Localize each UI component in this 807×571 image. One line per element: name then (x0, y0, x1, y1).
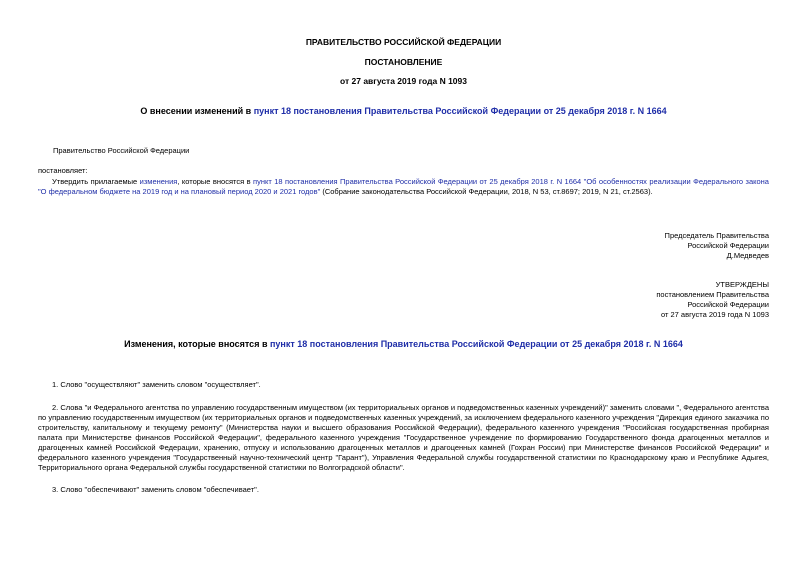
changes-title (0, 339, 807, 350)
title-prefix: О внесении изменений в (140, 106, 254, 116)
title-link[interactable]: пункт 18 постановления Правительства Российской Федерации от 25 декабря 2018 г. N 1664 (253, 106, 667, 116)
doc-type-heading: ПОСТАНОВЛЕНИЕ (364, 57, 443, 67)
approve-text-2: , которые вносятся в (177, 177, 254, 186)
signature-line-2: Российской Федерации (687, 241, 769, 250)
authority-heading: ПРАВИТЕЛЬСТВО РОССИЙСКОЙ ФЕДЕРАЦИИ (305, 37, 502, 47)
changes-title-prefix: Изменения, которые вносятся в (124, 339, 270, 349)
approve-text-3: (Собрание законодательства Российской Федерации, 2018, N 53, ст.8697; 2019, N 21, ст.2563). (320, 187, 653, 196)
changes-title-link[interactable]: пункт 18 постановления Правительства Российской Федерации от 25 декабря 2018 г. N 1664 (269, 339, 683, 349)
signature-line-3: Д.Медведев (726, 251, 769, 260)
doc-date-heading: от 27 августа 2019 года N 1093 (340, 76, 467, 86)
change-item-2: 2. Слова "и Федерального агентства по управлению государственным имуществом (их территориальных органов и подведомственных казенных учреждений)" заменить словами ", Федерального агентства по управлению государственным имуществом (их территориальных органов и подведомственных казенных учреждений, за исключением федерального казенного учреждения "Дирекция единого заказчика по строительству, капитальному и текущему ремонту" (Министерства науки и высшего образования Российской Федерации), федерального казенного учреждения "Российская государственная пробирная палата при Министерстве финансов Российской Федерации", федерального казенного учреждения "Государственное учреждение по формированию Государственного фонда драгоценных металлов и драгоценных камней Российской Федерации, хранению, отпуску и использованию драгоценных металлов и драгоценных камней (Гохран России) при Министерстве финансов Российской Федерации" и федерального казенного учреждения "Государственный научно-технический центр "Гарант"), Управления Федеральной службы государственной статистики по Краснодарскому краю и Республике Адыгея, Территориального органа Федеральной службы государственной статистики по Волгоградской области". (38, 403, 769, 472)
page-title (0, 106, 807, 117)
change-item-3: 3. Слово "обеспечивают" заменить словом "обеспечивает". (52, 485, 259, 494)
decree-link[interactable]: пункт 18 постановления Правительства Российской Федерации от 25 декабря 2018 г. N 1664 "Об особенностях реализации Федерального закона "О федеральном бюджете на 2019 год и на плановый период 2020 и 2021 годов" (38, 177, 769, 196)
change-item-1: 1. Слово "осуществляют" заменить словом "осуществляет". (52, 380, 261, 389)
approve-text-1: Утвердить прилагаемые (52, 177, 140, 186)
approved-line-1: УТВЕРЖДЕНЫ (715, 280, 769, 289)
approved-block (469, 280, 769, 320)
approve-paragraph (38, 177, 769, 197)
approved-line-4: от 27 августа 2019 года N 1093 (660, 310, 769, 319)
changes-link[interactable]: изменения (139, 177, 178, 186)
resolves-label: постановляет: (38, 166, 88, 175)
signature-line-1: Председатель Правительства (664, 231, 769, 240)
approved-line-2: постановлением Правительства (656, 290, 769, 299)
government-label: Правительство Российской Федерации (53, 146, 190, 155)
approved-line-3: Российской Федерации (687, 300, 769, 309)
signature-block (469, 231, 769, 261)
